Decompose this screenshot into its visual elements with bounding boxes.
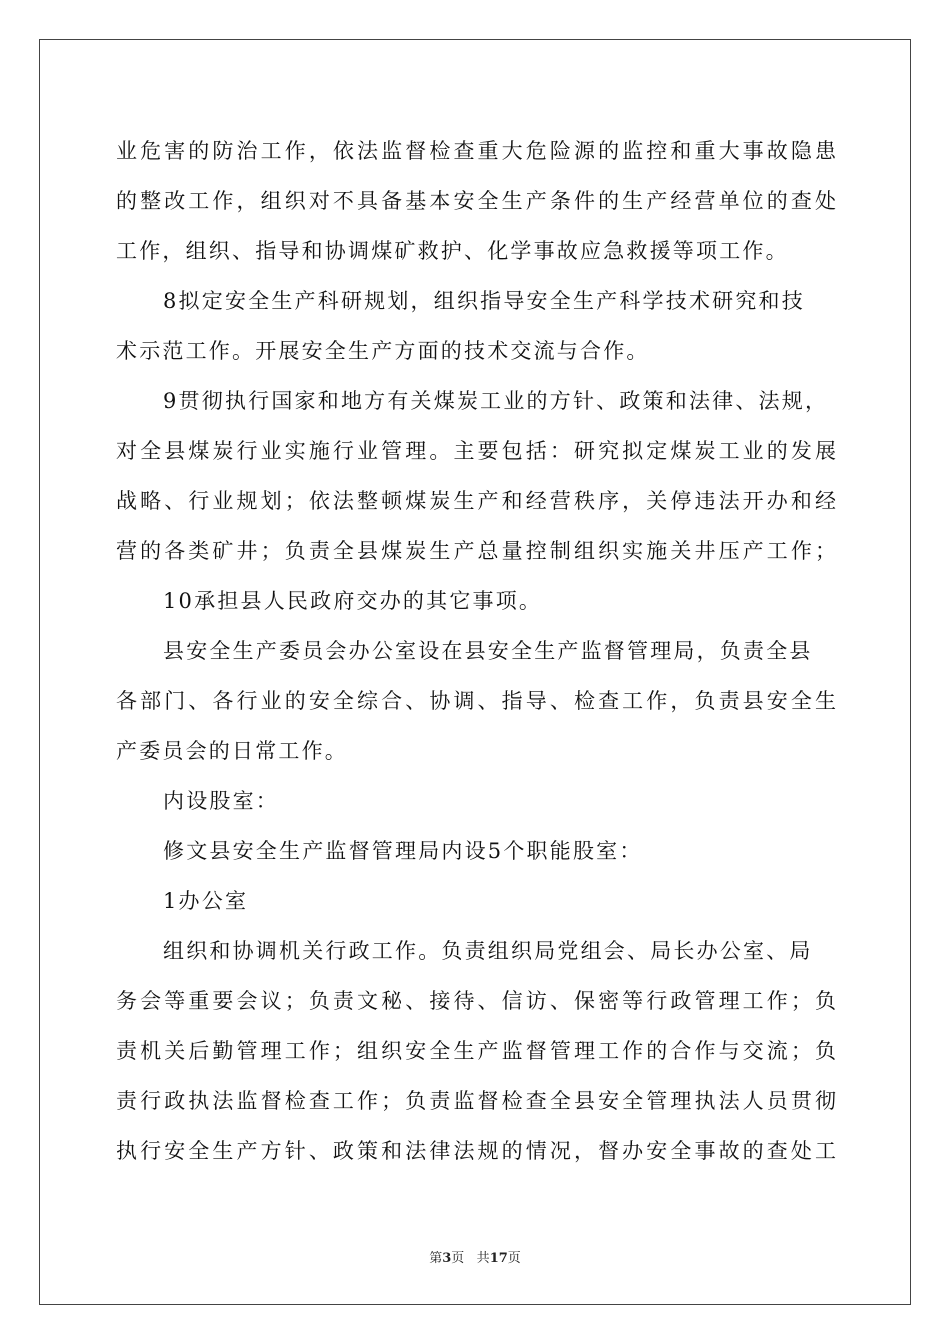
text-line: 责机关后勤管理工作；组织安全生产监督管理工作的合作与交流；负: [116, 1039, 836, 1063]
text-line: 的整改工作，组织对不具备基本安全生产条件的生产经营单位的查处: [116, 189, 836, 213]
page-unit: 页: [451, 1251, 465, 1266]
text-line: 10承担县人民政府交办的其它事项。: [163, 589, 543, 613]
document-body: [116, 126, 836, 1176]
text-line: 修文县安全生产监督管理局内设5个职能股室：: [163, 839, 643, 863]
text-line: 1办公室: [163, 889, 249, 913]
text-line: 县安全生产委员会办公室设在县安全生产监督管理局，负责全县: [163, 639, 813, 663]
total-prefix: 共: [476, 1251, 490, 1266]
text-line: 各部门、各行业的安全综合、协调、指导、检查工作，负责县安全生: [116, 689, 836, 713]
text-line: 8拟定安全生产科研规划，组织指导安全生产科学技术研究和技: [163, 289, 805, 313]
text-line: 营的各类矿井；负责全县煤炭生产总量控制组织实施关井压产工作；: [116, 539, 836, 563]
page-number: 3: [442, 1251, 452, 1266]
total-pages: 17: [489, 1251, 508, 1266]
text-line: 工作，组织、指导和协调煤矿救护、化学事故应急救援等项工作。: [116, 239, 789, 263]
total-unit: 页: [507, 1251, 521, 1266]
text-line: 执行安全生产方针、政策和法律法规的情况，督办安全事故的查处工: [116, 1139, 836, 1163]
page-prefix: 第: [429, 1251, 443, 1266]
text-line: 术示范工作。开展安全生产方面的技术交流与合作。: [116, 339, 650, 363]
text-line: 责行政执法监督检查工作；负责监督检查全县安全管理执法人员贯彻: [116, 1089, 836, 1113]
text-line: 务会等重要会议；负责文秘、接待、信访、保密等行政管理工作；负: [116, 989, 836, 1013]
text-line: 组织和协调机关行政工作。负责组织局党组会、局长办公室、局: [163, 939, 813, 963]
text-line: 业危害的防治工作，依法监督检查重大危险源的监控和重大事故隐患: [116, 139, 836, 163]
text-line: 内设股室：: [163, 789, 279, 813]
text-line: 对全县煤炭行业实施行业管理。主要包括：研究拟定煤炭工业的发展: [116, 439, 836, 463]
page-footer: [0, 1247, 950, 1266]
text-line: 产委员会的日常工作。: [116, 739, 348, 763]
text-line: 9贯彻执行国家和地方有关煤炭工业的方针、政策和法律、法规，: [163, 389, 829, 413]
text-line: 战略、行业规划；依法整顿煤炭生产和经营秩序，关停违法开办和经: [116, 489, 836, 513]
